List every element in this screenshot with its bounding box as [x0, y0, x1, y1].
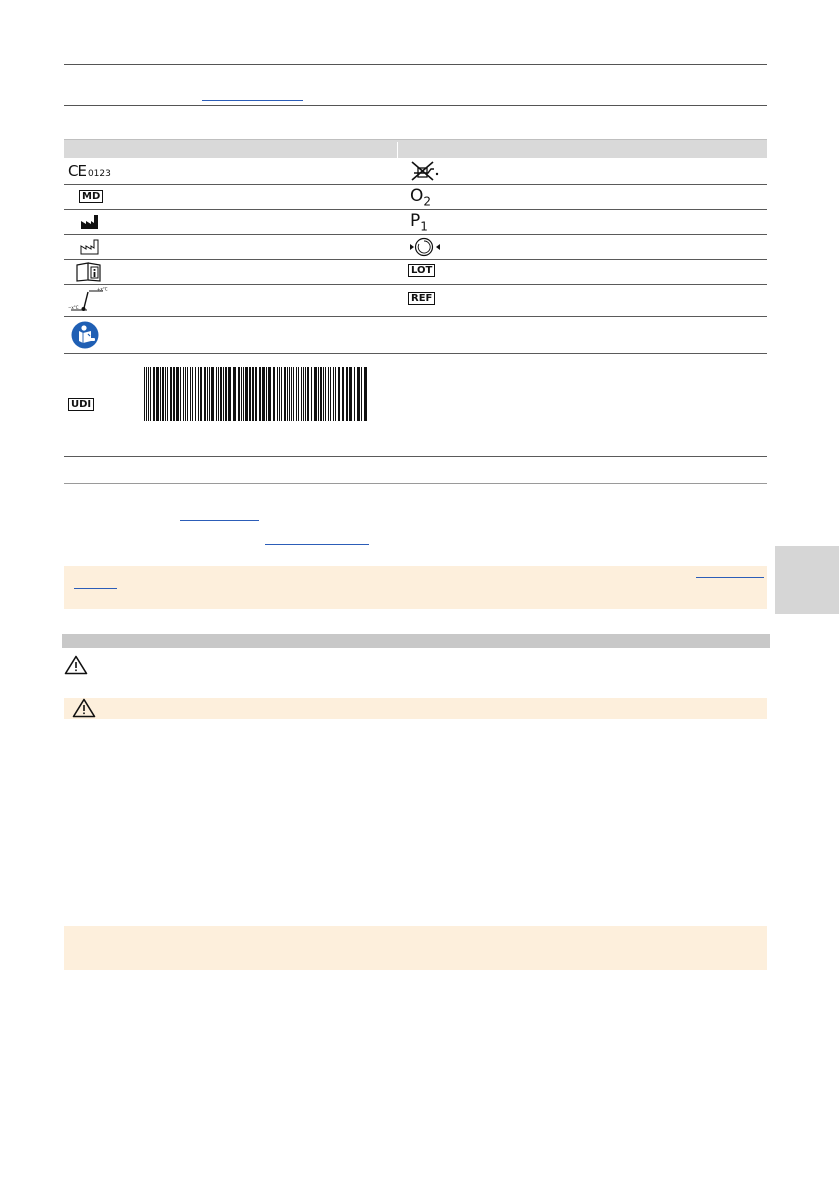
- barcode-bar: [190, 367, 191, 421]
- barcode-bar: [335, 367, 336, 421]
- oxygen-icon: $O_2$: [410, 185, 432, 209]
- barcode-bar: [228, 367, 231, 421]
- barcode-bar: [167, 367, 168, 421]
- ce-mark-icon: CE 0123: [68, 162, 111, 180]
- barcode-bar: [289, 367, 290, 421]
- link-underline-3[interactable]: [265, 544, 369, 545]
- table-row: [64, 210, 767, 235]
- barcode-bar: [262, 367, 265, 421]
- barcode-bar: [333, 367, 334, 421]
- barcode-bar: [156, 367, 159, 421]
- barcode-bar: [207, 367, 208, 421]
- symbols-table: [64, 139, 767, 457]
- barcode-bar: [192, 367, 193, 421]
- no-oil-grease-icon: [409, 159, 439, 183]
- barcode-bar: [291, 367, 292, 421]
- barcode-bar: [314, 367, 317, 421]
- barcode-bar: [162, 367, 164, 421]
- barcode-bar: [180, 367, 181, 421]
- barcode-bar: [320, 367, 322, 421]
- note-link-underline-b[interactable]: [74, 588, 117, 589]
- barcode-bar: [223, 367, 224, 421]
- note-link-underline-a[interactable]: [696, 577, 764, 578]
- consult-instructions-icon: [75, 262, 103, 282]
- barcode-bar: [298, 367, 299, 421]
- barcode-bar: [238, 367, 240, 421]
- barcode-bar: [170, 367, 172, 421]
- barcode-bar: [266, 367, 267, 421]
- barcode-bar: [211, 367, 214, 421]
- barcode-bar: [245, 367, 248, 421]
- date-of-manufacture-icon: [80, 239, 100, 255]
- barcode-bar: [346, 367, 348, 421]
- follow-instructions-icon: [71, 321, 99, 349]
- barcode-bar: [349, 367, 352, 421]
- barcode-bar: [259, 367, 261, 421]
- symbols-table-header: [64, 139, 767, 158]
- barcode-bar: [252, 367, 254, 421]
- temperature-limit-icon: [67, 287, 109, 313]
- barcode-bar: [323, 367, 324, 421]
- barcode-bar: [293, 367, 294, 421]
- barcode-bar: [342, 367, 344, 421]
- barcode-bar: [328, 367, 329, 421]
- barcode-bar: [281, 367, 282, 421]
- barcode-bar: [148, 367, 149, 421]
- table-row: [64, 317, 767, 354]
- barcode-bar: [354, 367, 355, 421]
- barcode-bar: [364, 367, 367, 421]
- udi-icon: UDI: [68, 398, 94, 411]
- barcode-bar: [185, 367, 186, 421]
- section-heading-bar: [62, 634, 770, 648]
- barcode-bar: [311, 367, 312, 421]
- barcode-bar: [361, 367, 362, 421]
- barcode-bar: [357, 367, 360, 421]
- barcode-bar: [279, 367, 280, 421]
- chapter-tab[interactable]: [775, 546, 839, 614]
- barcode-bar: [160, 367, 161, 421]
- warning-icon: [64, 655, 88, 680]
- barcode-bar: [183, 367, 184, 421]
- barcode-bar: [330, 367, 331, 421]
- caution-box: [64, 698, 767, 719]
- barcode-bar: [243, 367, 244, 421]
- barcode-bar: [225, 367, 227, 421]
- barcode-bar: [338, 367, 340, 421]
- barcode-bar: [268, 367, 271, 421]
- barcode-bar: [284, 367, 286, 421]
- barcode-bar: [301, 367, 302, 421]
- barcode-bar: [249, 367, 251, 421]
- barcode-bar: [255, 367, 257, 421]
- barcode-bar: [287, 367, 288, 421]
- barcode-bar: [220, 367, 222, 421]
- barcode-bar: [241, 367, 242, 421]
- table-row: [64, 235, 767, 260]
- barcode-bar: [150, 367, 151, 421]
- table-row: [64, 260, 767, 285]
- barcode-bar: [187, 367, 188, 421]
- table-row: [64, 158, 767, 185]
- link-underline-2[interactable]: [180, 520, 259, 521]
- barcode-bar: [307, 367, 309, 421]
- flow-direction-icon: [409, 236, 441, 258]
- barcode-bar: [209, 367, 210, 421]
- barcode-bar: [273, 367, 275, 421]
- lot-number-icon: LOT: [408, 264, 435, 277]
- barcode-bar: [165, 367, 166, 421]
- top-rule: [64, 64, 767, 65]
- svg-text:+x°C: +x°C: [97, 287, 108, 292]
- barcode-bar: [325, 367, 326, 421]
- note-box: [64, 566, 767, 609]
- barcode-bar: [204, 367, 206, 421]
- table-row: [64, 185, 767, 210]
- table-row: [64, 285, 767, 317]
- barcode-bar: [216, 367, 217, 421]
- warning-icon: [72, 698, 96, 723]
- barcode-bar: [173, 367, 175, 421]
- svg-text:−x°C: −x°C: [68, 305, 79, 310]
- barcode-bar: [303, 367, 304, 421]
- table-row: [64, 354, 767, 457]
- barcode-bar: [144, 367, 145, 421]
- barcode-bar: [153, 367, 155, 421]
- barcode-bar: [198, 367, 199, 421]
- medical-device-icon: MD: [79, 190, 103, 203]
- barcode-bar: [176, 367, 179, 421]
- bottom-note-box: [64, 926, 767, 970]
- barcode-bar: [218, 367, 219, 421]
- section-rule: [64, 105, 767, 106]
- manufacturer-icon: [80, 214, 100, 230]
- barcode-bar: [296, 367, 297, 421]
- section-rule: [64, 483, 767, 484]
- barcode-bar: [277, 367, 278, 421]
- inlet-pressure-icon: $P_1$: [410, 210, 428, 234]
- reference-number-icon: REF: [408, 292, 435, 305]
- barcode-bar: [233, 367, 236, 421]
- barcode-bar: [146, 367, 147, 421]
- barcode-bar: [318, 367, 319, 421]
- link-underline-1[interactable]: [202, 100, 303, 101]
- udi-barcode: [144, 367, 368, 421]
- barcode-bar: [200, 367, 202, 421]
- barcode-bar: [195, 367, 196, 421]
- barcode-bar: [305, 367, 306, 421]
